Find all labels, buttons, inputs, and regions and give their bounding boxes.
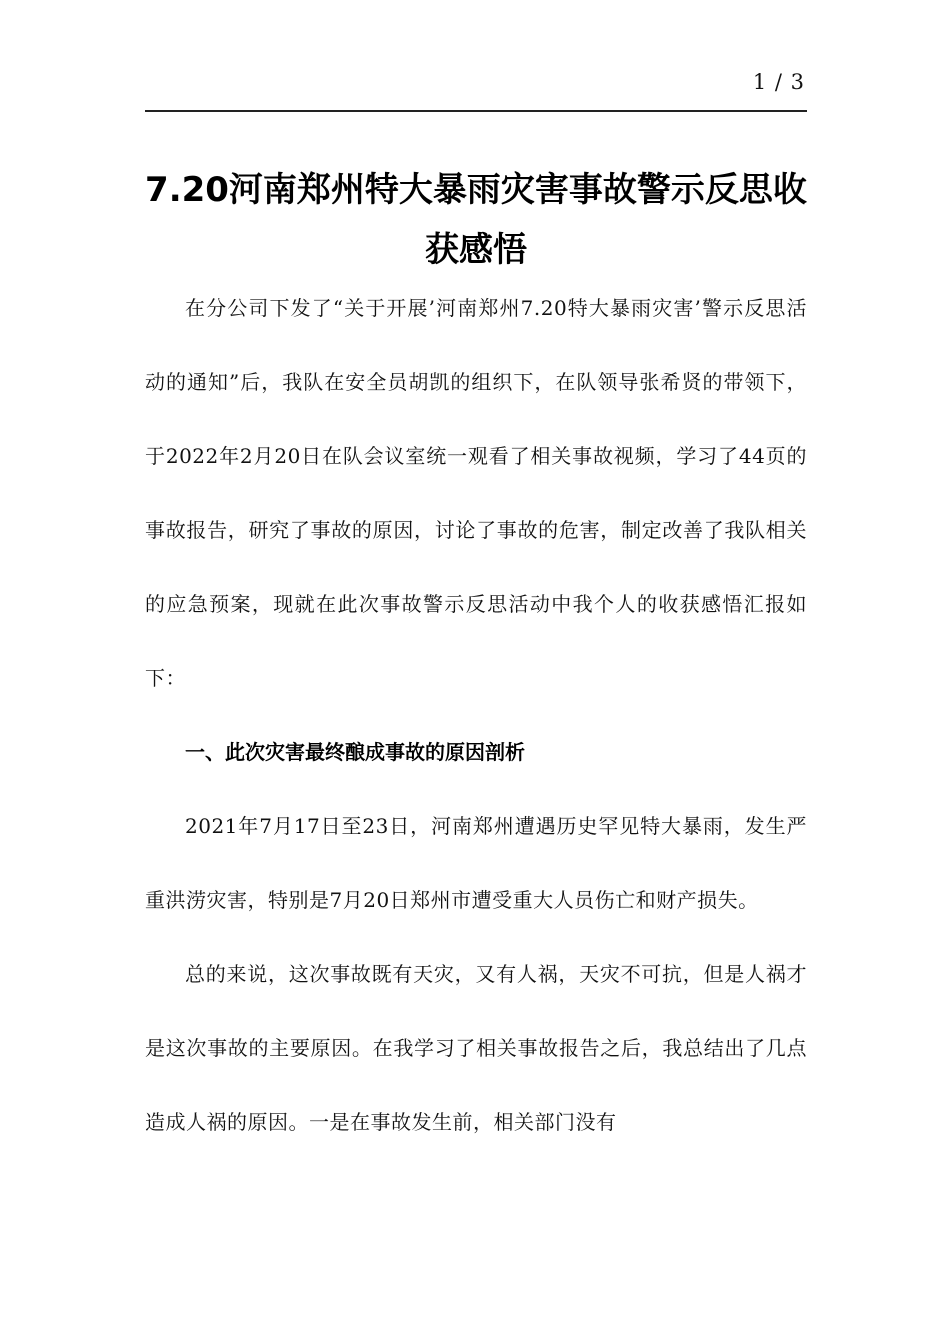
document-title: 7.20河南郑州特大暴雨灾害事故警示反思收获感悟 <box>145 170 807 270</box>
header-divider <box>145 110 807 112</box>
intro-paragraph: 在分公司下发了“关于开展’河南郑州7.20特大暴雨灾害’警示反思活动的通知”后，我队在安全员胡凯的组织下，在队领导张希贤的带领下，于2022年2月20日在队会议室统一观看了相关事故视频，学习了44页的事故报告，研究了事故的原因，讨论了事故的危害，制定改善了我队相关的应急预案，现就在此次事故警示反思活动中我个人的收获感悟汇报如下： <box>145 296 807 690</box>
page-number: 1 / 3 <box>752 70 805 94</box>
section-paragraph: 2021年7月17日至23日，河南郑州遭遇历史罕见特大暴雨，发生严重洪涝灾害，特别是7月20日郑州市遭受重大人员伤亡和财产损失。 <box>145 814 807 912</box>
document-body <box>145 271 807 1159</box>
section-heading: 一、此次灾害最终酿成事故的原因剖析 <box>185 740 525 764</box>
section-paragraph: 总的来说，这次事故既有天灾，又有人祸，天灾不可抗，但是人祸才是这次事故的主要原因。在我学习了相关事故报告之后，我总结出了几点造成人祸的原因。一是在事故发生前，相关部门没有 <box>145 962 807 1134</box>
